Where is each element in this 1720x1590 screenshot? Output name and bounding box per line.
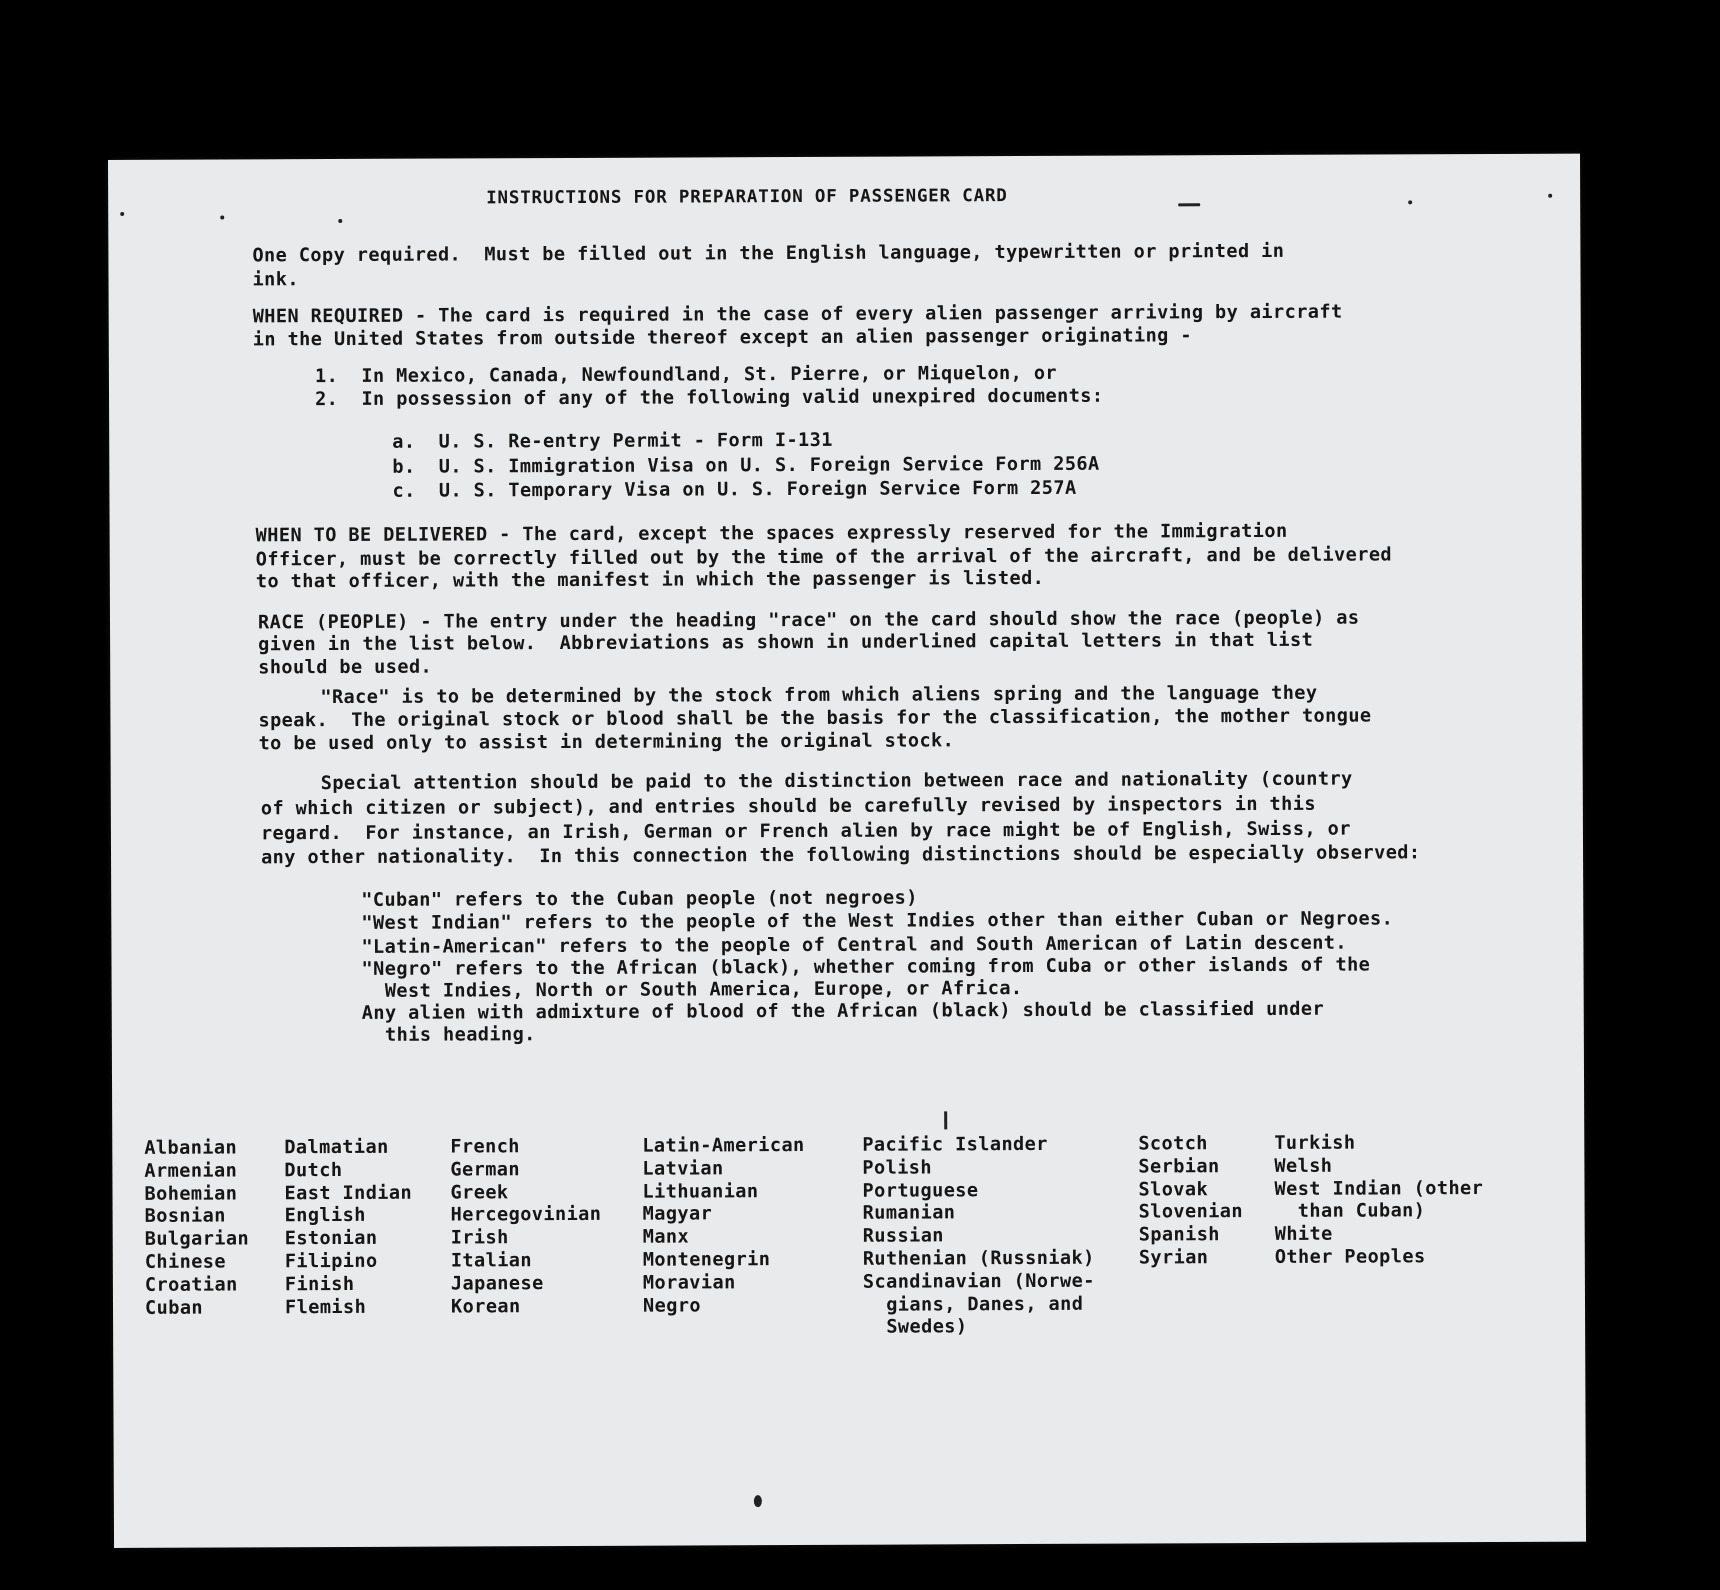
race-entry: Bulgarian [144,1228,250,1251]
race-entry: Albanian [144,1137,238,1159]
race-entry: Slovenian [1138,1201,1244,1223]
race-entry: Estonian [284,1228,378,1250]
race-column [108,154,1580,160]
distinction-line: "Latin-American" refers to the people of Central and South American of Latin descent. [361,932,1348,958]
race-column [108,154,1580,160]
numbered-item: 1. In Mexico, Canada, Newfoundland, St. Pierre, or Miquelon, or [314,362,1058,388]
race-entry: Filipino [284,1250,378,1273]
race-definition-line: to be used only to assist in determining the original stock. [258,730,955,755]
race-entry: Chinese [144,1251,227,1273]
race-entry: Russian [862,1225,944,1247]
special-attention-line: Special attention should be paid to the distinction between race and nationality (country [320,768,1353,795]
speck [944,1111,947,1129]
lettered-item: c. U. S. Temporary Visa on U. S. Foreign Service Form 257A [392,477,1077,502]
race-line: given in the list below. Abbreviations as shown in underlined capital letters in that list [258,629,1314,656]
race-entry: Serbian [1138,1155,1220,1178]
race-entry: Swedes) [863,1316,968,1339]
race-entry: Latvian [642,1158,724,1180]
race-definition-line: speak. The original stock or blood shall be the basis for the classification, the mother tongue [258,705,1372,732]
race-entry: Lithuanian [642,1180,759,1203]
distinction-line: West Indies, North or South America, Europe, or Africa. [361,978,1023,1002]
race-entry: Turkish [1274,1132,1356,1154]
race-entry: Rumanian [862,1202,956,1225]
when-required-line: WHEN REQUIRED - The card is required in the case of every alien passenger arriving by aircraft [252,301,1343,328]
race-entry: Polish [862,1157,933,1179]
race-entry: Irish [450,1227,509,1249]
race-definition-line: "Race" is to be determined by the stock from which aliens spring and the language they [320,682,1318,709]
race-entry: Cuban [144,1297,204,1319]
race-entry: Montenegrin [642,1249,771,1271]
race-entry: Greek [450,1181,509,1204]
race-entry: Syrian [1138,1247,1209,1269]
race-entry: White [1274,1223,1333,1246]
race-entry: Bohemian [144,1183,238,1205]
document-title: INSTRUCTIONS FOR PREPARATION OF PASSENGER CARD [486,186,1008,209]
race-entry: Welsh [1274,1155,1333,1177]
intro-line: One Copy required. Must be filled out in the English language, typewritten or printed in [252,240,1285,267]
race-entry: Other Peoples [1274,1246,1426,1268]
race-column [108,154,1580,160]
lettered-item: a. U. S. Re-entry Permit - Form I-131 [392,429,833,453]
race-line: should be used. [258,656,433,679]
when-delivered-line: WHEN TO BE DELIVERED - The card, except the spaces expressly reserved for the Immigration [255,520,1288,547]
race-column [108,154,1580,160]
numbered-item: 2. In possession of any of the following valid unexpired documents: [315,385,1104,411]
race-entry: gians, Danes, and [862,1293,1084,1316]
race-entry: French [450,1136,520,1158]
special-attention-line: of which citizen or subject), and entries should be carefully revised by inspectors in this [260,793,1316,820]
distinction-line: "Negro" refers to the African (black), whether coming from Cuba or other islands of the [361,954,1371,980]
race-entry: Negro [642,1295,702,1317]
distinction-line: this heading. [361,1024,536,1046]
speck [1548,194,1552,198]
speck [754,1495,762,1507]
race-entry: West Indian (other [1274,1177,1484,1200]
lettered-item: b. U. S. Immigration Visa on U. S. Foreign Service Form 256A [392,453,1100,478]
distinction-line: "Cuban" refers to the Cuban people (not negroes) [361,887,918,911]
intro-line: ink. [252,269,299,291]
race-column [108,154,1580,160]
special-attention-line: regard. For instance, an Irish, German or French alien by race might be of English, Swiss, or [260,818,1351,845]
race-entry: Finish [284,1273,355,1296]
distinction-line: Any alien with admixture of blood of the African (black) should be classified under [361,998,1325,1024]
race-entry: German [450,1159,521,1181]
race-entry: Ruthenian (Russniak) [862,1247,1095,1270]
race-entry: than Cuban) [1274,1200,1426,1223]
speck [338,219,342,223]
passenger-card-instructions-sheet [108,154,1586,1548]
speck [1408,200,1412,204]
race-entry: Korean [450,1295,521,1318]
race-entry: Italian [450,1250,533,1272]
when-delivered-line: Officer, must be correctly filled out by the time of the arrival of the aircraft, and be delivered [255,544,1393,571]
when-required-line: in the United States from outside thereof except an alien passenger originating - [252,325,1192,351]
race-entry: Moravian [642,1272,736,1294]
when-delivered-line: to that officer, with the manifest in which the passenger is listed. [255,567,1045,593]
race-entry: Croatian [144,1274,238,1296]
race-entry: Magyar [642,1203,713,1226]
speck [1178,203,1200,206]
race-entry: Japanese [450,1272,544,1295]
distinction-line: "West Indian" refers to the people of the West Indies other than either Cuban or Negroes. [361,908,1394,934]
race-entry: Dalmatian [284,1136,389,1159]
race-entry: Scotch [1138,1133,1208,1155]
race-entry: Portuguese [862,1179,979,1202]
special-attention-line: any other nationality. In this connection the following distinctions should be especially observed: [261,842,1421,869]
race-entry: Pacific Islander [862,1133,1048,1156]
speck [120,212,124,216]
race-entry: Latin-American [642,1134,805,1157]
race-entry: Scandinavian (Norwe- [862,1270,1095,1293]
race-entry: Flemish [284,1296,367,1318]
race-line: RACE (PEOPLE) - The entry under the heading "race" on the card should show the race (people) as [257,607,1360,634]
race-entry: Bosnian [144,1205,226,1228]
race-entry: Dutch [284,1159,343,1182]
speck [220,215,224,219]
race-entry: Armenian [144,1160,238,1182]
race-entry: English [284,1205,366,1227]
race-column [108,154,1580,160]
race-entry: Manx [642,1226,690,1248]
race-entry: Slovak [1138,1178,1209,1201]
race-entry: Hercegovinian [450,1204,602,1226]
race-entry: East Indian [284,1182,413,1204]
race-entry: Spanish [1138,1224,1220,1246]
race-column [108,154,1580,160]
